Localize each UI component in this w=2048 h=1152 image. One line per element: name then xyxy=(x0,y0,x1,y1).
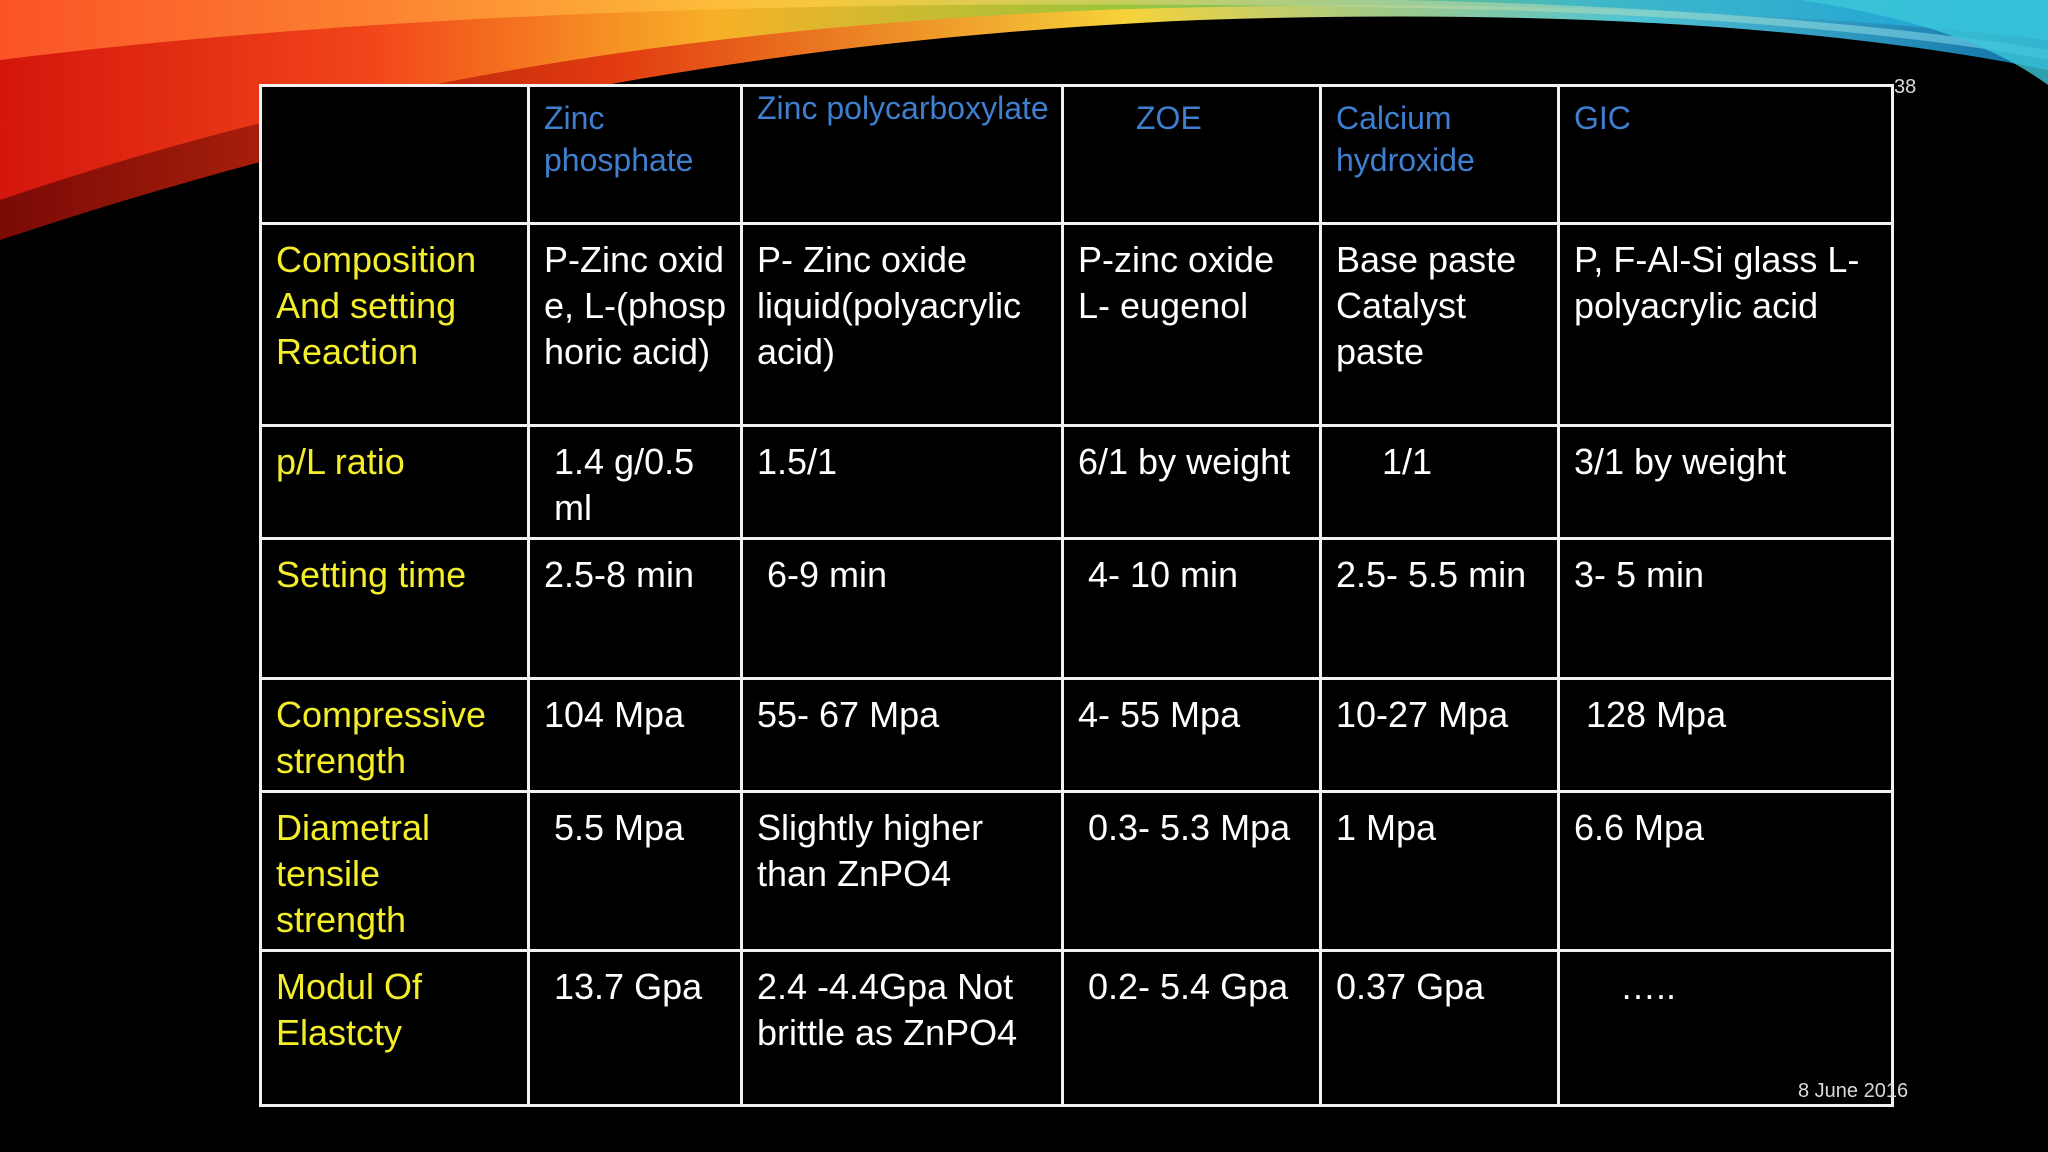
table-cell: 6.6 Mpa xyxy=(1559,792,1893,951)
row-label: Diametral tensile strength xyxy=(261,792,529,951)
table-cell: Slightly higher than ZnPO4 xyxy=(742,792,1063,951)
table-cell: 5.5 Mpa xyxy=(529,792,742,951)
table-cell: 2.5- 5.5 min xyxy=(1321,539,1559,679)
slide-date: 8 June 2016 xyxy=(1798,1080,1909,1102)
table-cell: 1/1 xyxy=(1321,426,1559,539)
table-row-compressive-strength xyxy=(261,679,1893,792)
table-row-pl-ratio xyxy=(261,426,1893,539)
table-cell: Base paste Catalyst paste xyxy=(1321,224,1559,426)
table-cell: 1.5/1 xyxy=(742,426,1063,539)
comparison-table xyxy=(259,84,1894,1107)
table-cell: 4- 55 Mpa xyxy=(1063,679,1321,792)
table-cell: 104 Mpa xyxy=(529,679,742,792)
table-cell: 55- 67 Mpa xyxy=(742,679,1063,792)
header-zinc-phosphate: Zinc phosphate xyxy=(529,86,742,224)
table-cell: P- Zinc oxide liquid(polyacrylic acid) xyxy=(742,224,1063,426)
table-row-setting-time xyxy=(261,539,1893,679)
table-cell: 4- 10 min xyxy=(1063,539,1321,679)
slide-number: 38 xyxy=(1894,76,1917,98)
header-zoe: ZOE xyxy=(1063,86,1321,224)
header-gic: GIC xyxy=(1559,86,1893,224)
row-label: p/L ratio xyxy=(261,426,529,539)
table-cell: 1.4 g/0.5 ml xyxy=(529,426,742,539)
table-cell: 0.37 Gpa xyxy=(1321,951,1559,1106)
row-label: Composition And setting Reaction xyxy=(261,224,529,426)
table-cell: 6/1 by weight xyxy=(1063,426,1321,539)
table-cell: 1 Mpa xyxy=(1321,792,1559,951)
table-row-diametral-tensile xyxy=(261,792,1893,951)
header-calcium-hydroxide: Calcium hydroxide xyxy=(1321,86,1559,224)
table-cell: P-Zinc oxide, L-(phosphoric acid) xyxy=(529,224,742,426)
table-cell: 3- 5 min xyxy=(1559,539,1893,679)
row-label: Modul Of Elastcty xyxy=(261,951,529,1106)
header-zinc-polycarboxylate: Zinc polycarboxylate xyxy=(742,86,1063,224)
table-cell: 3/1 by weight xyxy=(1559,426,1893,539)
table-cell: 6-9 min xyxy=(742,539,1063,679)
table-cell: 0.2- 5.4 Gpa xyxy=(1063,951,1321,1106)
table-cell: ….. xyxy=(1559,951,1893,1106)
header-row xyxy=(261,86,1893,224)
table-cell: P-zinc oxide L- eugenol xyxy=(1063,224,1321,426)
table-row-modulus xyxy=(261,951,1893,1106)
row-label: Setting time xyxy=(261,539,529,679)
table-cell: P, F-Al-Si glass L- polyacrylic acid xyxy=(1559,224,1893,426)
table-row-composition xyxy=(261,224,1893,426)
table-cell: 13.7 Gpa xyxy=(529,951,742,1106)
table-cell: 0.3- 5.3 Mpa xyxy=(1063,792,1321,951)
table-cell: 128 Mpa xyxy=(1559,679,1893,792)
header-cell-empty xyxy=(261,86,529,224)
table-cell: 10-27 Mpa xyxy=(1321,679,1559,792)
table-cell: 2.5-8 min xyxy=(529,539,742,679)
row-label: Compressive strength xyxy=(261,679,529,792)
table-cell: 2.4 -4.4Gpa Not brittle as ZnPO4 xyxy=(742,951,1063,1106)
